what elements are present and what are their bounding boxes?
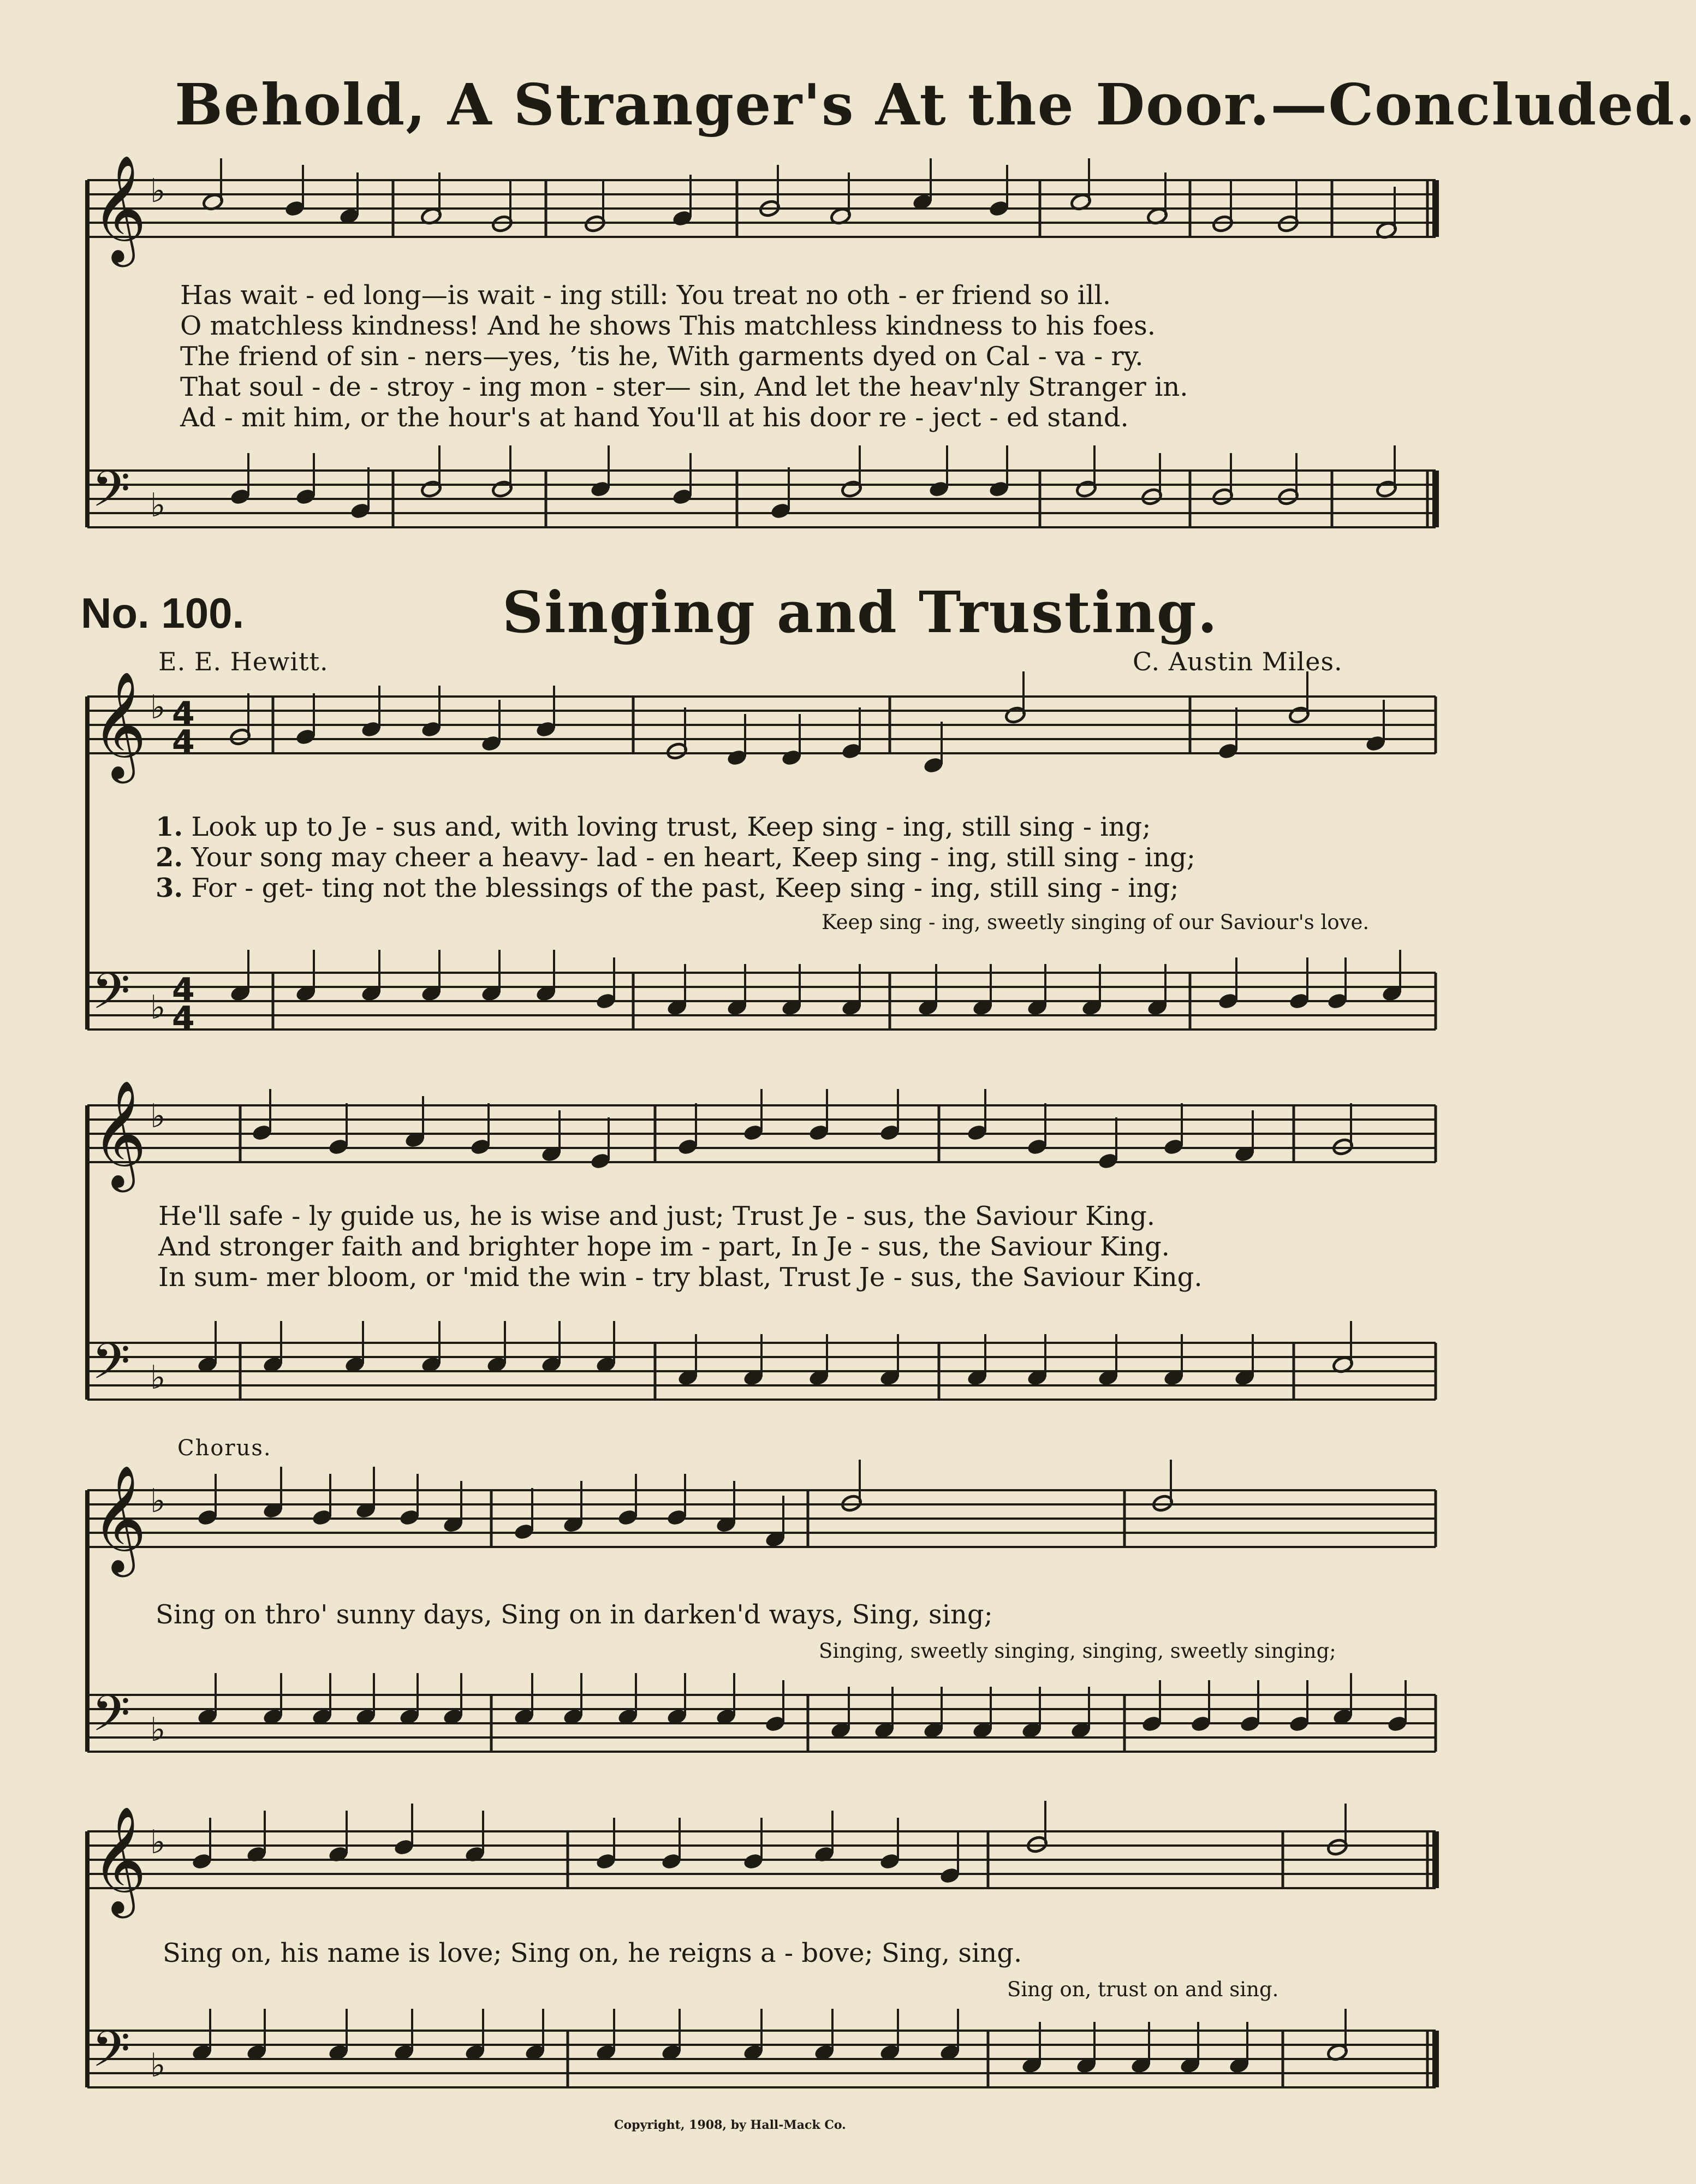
verse-text: Your song may cheer a heavy- lad - en heart, Keep sing - ing, still sing - ing; (191, 842, 1195, 873)
svg-text:𝄞: 𝄞 (92, 1080, 147, 1188)
svg-text:4: 4 (172, 999, 195, 1038)
svg-text:♭: ♭ (150, 172, 166, 210)
chorus-line-1: Sing on thro' sunny days, Sing on in darken'd ways, Sing, sing; (156, 1599, 993, 1630)
verse-line: And stronger faith and brighter hope im - part, In Je - sus, the Saviour King. (158, 1231, 1170, 1262)
verse-line: O matchless kindness! And he shows This matchless kindness to his foes. (180, 311, 1156, 341)
verse-line: That soul - de - stroy - ing mon - ster— sin, And let the heav'nly Stranger in. (180, 372, 1188, 402)
svg-text:4: 4 (172, 971, 195, 1009)
hymn-number: No. 100. (81, 589, 245, 637)
verse-line: Has wait - ed long—is wait - ing still: You treat no oth - er friend so ill. (180, 280, 1111, 311)
verse-number: 3. (156, 873, 183, 903)
verse-block-1 (156, 812, 1195, 903)
svg-text:𝄢: 𝄢 (92, 1685, 130, 1754)
svg-text:𝄢: 𝄢 (92, 460, 130, 530)
verse-text: Look up to Je - sus and, with loving trust, Keep sing - ing, still sing - ing; (191, 812, 1151, 842)
previous-hymn-verses (180, 280, 1188, 433)
verse-line (156, 812, 1195, 842)
svg-text:♭: ♭ (150, 2046, 166, 2085)
alto-response-1: Keep sing - ing, sweetly singing of our Saviour's love. (822, 911, 1370, 934)
svg-text:𝄢: 𝄢 (92, 962, 130, 1032)
composer-credit: C. Austin Miles. (1133, 647, 1343, 676)
svg-text:♭: ♭ (150, 1097, 166, 1135)
verse-number: 1. (156, 812, 183, 842)
svg-text:4: 4 (172, 695, 195, 733)
verse-line: He'll safe - ly guide us, he is wise and just; Trust Je - sus, the Saviour King. (158, 1201, 1156, 1231)
verse-line: In sum- mer bloom, or 'mid the win - try blast, Trust Je - sus, the Saviour King. (158, 1262, 1203, 1293)
verse-line (156, 842, 1195, 873)
svg-text:𝄞: 𝄞 (92, 1806, 147, 1914)
hymn-title: Singing and Trusting. (502, 579, 1218, 646)
svg-text:♭: ♭ (150, 486, 166, 525)
svg-text:𝄞: 𝄞 (92, 671, 147, 779)
chorus-label: Chorus. (177, 1436, 272, 1461)
svg-text:4: 4 (172, 723, 195, 761)
svg-text:𝄞: 𝄞 (92, 154, 147, 263)
lyricist-credit: E. E. Hewitt. (158, 647, 329, 676)
svg-text:♭: ♭ (150, 1482, 166, 1520)
chorus-alto-2: Sing on, trust on and sing. (1007, 1978, 1279, 2001)
verse-block-2 (158, 1201, 1203, 1293)
verse-text: For - get- ting not the blessings of the past, Keep sing - ing, still sing - ing; (191, 873, 1179, 903)
verse-line (156, 873, 1195, 903)
chorus-line-2: Sing on, his name is love; Sing on, he reigns a - bove; Sing, sing. (163, 1938, 1022, 1968)
svg-text:𝄞: 𝄞 (92, 1465, 147, 1573)
chorus-alto-1: Singing, sweetly singing, singing, sweetly singing; (819, 1639, 1336, 1663)
svg-text:𝄢: 𝄢 (92, 1332, 130, 1402)
svg-text:♭: ♭ (150, 1823, 166, 1861)
svg-text:♭: ♭ (150, 989, 166, 1027)
svg-text:♭: ♭ (150, 688, 166, 727)
verse-line: Ad - mit him, or the hour's at hand You'll at his door re - ject - ed stand. (180, 402, 1129, 433)
svg-text:𝄢: 𝄢 (92, 2020, 130, 2090)
svg-text:♭: ♭ (150, 1359, 166, 1397)
previous-hymn-title: Behold, A Stranger's At the Door.—Concluded. (175, 71, 1696, 138)
svg-text:♭: ♭ (150, 1711, 166, 1749)
verse-line: The friend of sin - ners—yes, ’tis he, With garments dyed on Cal - va - ry. (180, 341, 1144, 372)
verse-number: 2. (156, 842, 183, 873)
copyright-notice: Copyright, 1908, by Hall-Mack Co. (614, 2118, 846, 2132)
